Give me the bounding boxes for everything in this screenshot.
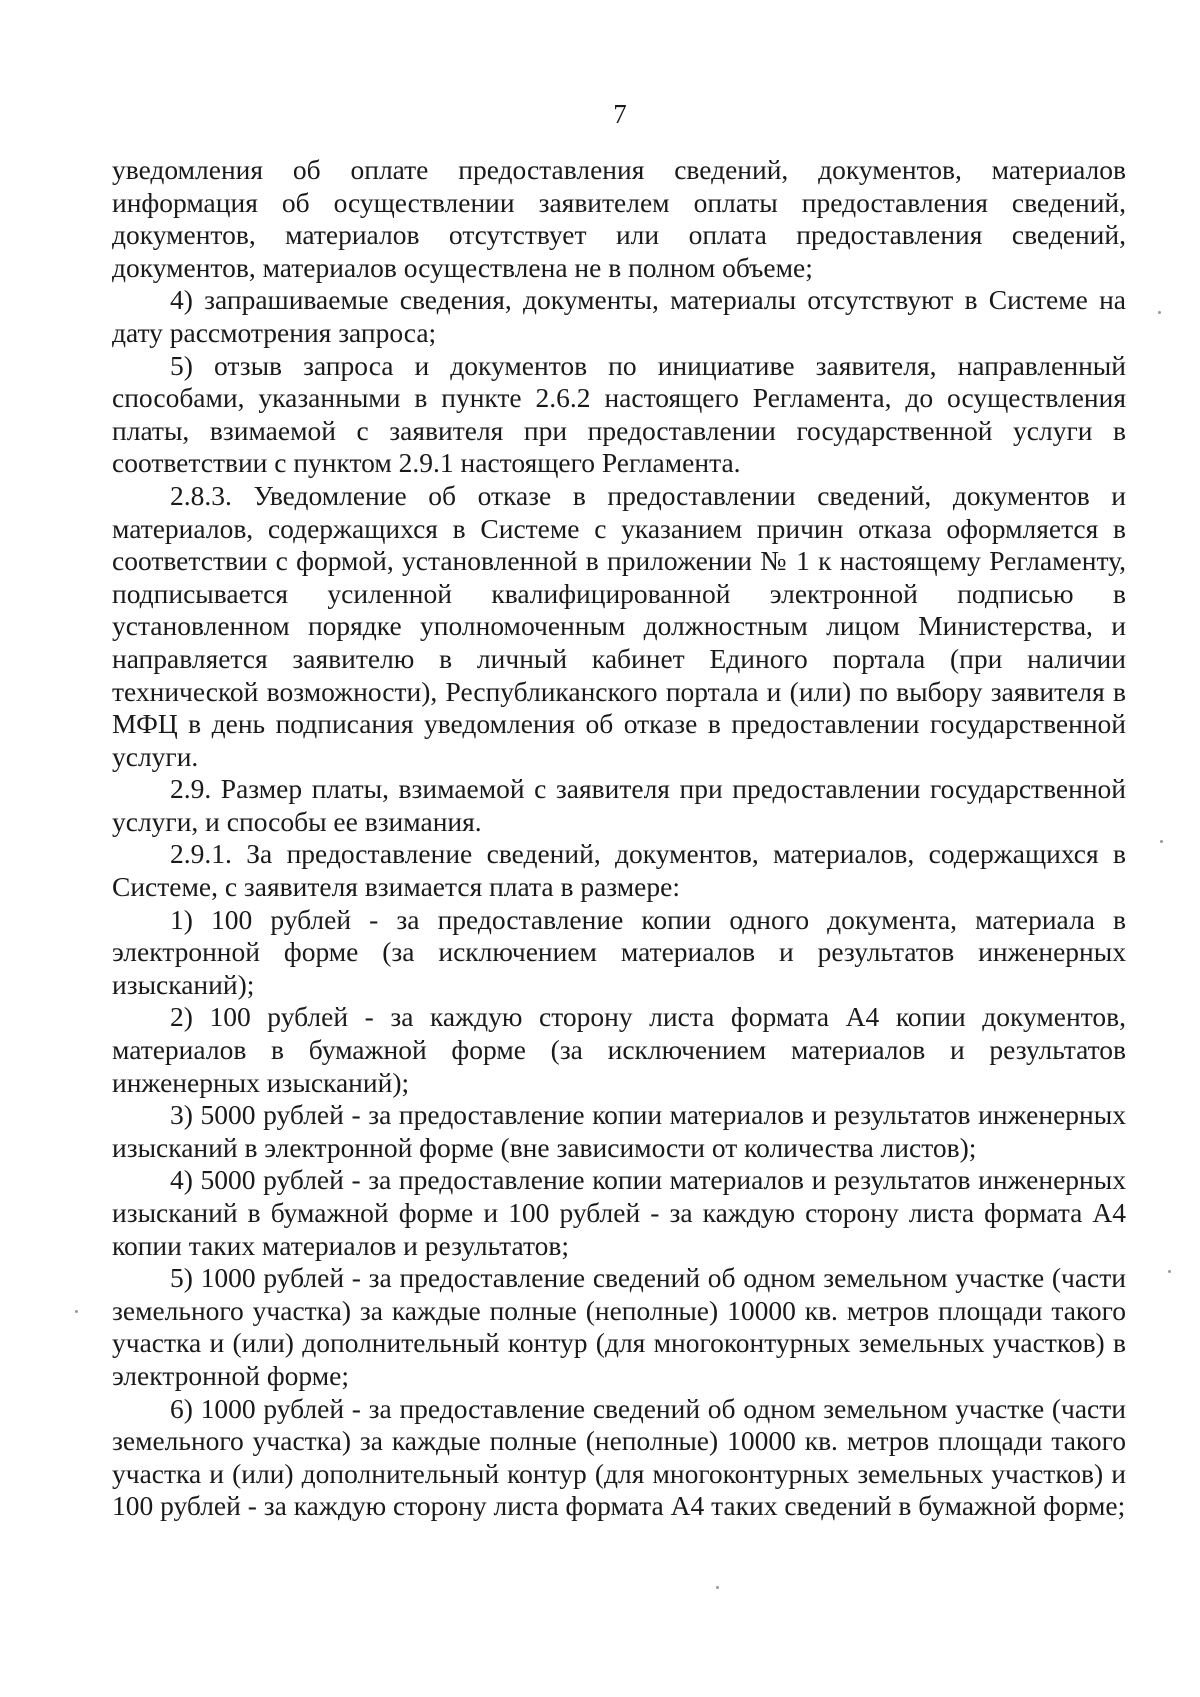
- paragraph-item-4: 4) запрашиваемые сведения, документы, материалы отсутствуют в Системе на дату рассмотрения запроса;: [112, 284, 1126, 348]
- scan-speck: [1158, 311, 1161, 314]
- paragraph-item-5: 5) отзыв запроса и документов по инициативе заявителя, направленный способами, указанными в пункте 2.6.2 настоящего Регламента, до осуществления платы, взимаемой с заявителя при предоставлении государственной услуги в соответствии с пунктом 2.9.1 настоящего Регламента.: [112, 349, 1126, 479]
- paragraph-2-8-3: 2.8.3. Уведомление об отказе в предоставлении сведений, документов и материалов, содержащихся в Системе с указанием причин отказа оформляется в соответствии с формой, установленной в приложении № 1 к настоящему Регламенту, подписывается усиленной квалифицированной электронной подписью в установленном порядке уполномоченным должностным лицом Министерства, и направляется заявителю в личный кабинет Единого портала (при наличии технической возможности), Республиканского портала и (или) по выбору заявителя в МФЦ в день подписания уведомления об отказе в предоставлении государственной услуги.: [112, 479, 1126, 772]
- fee-item-3: 3) 5000 рублей - за предоставление копии материалов и результатов инженерных изысканий в электронной форме (вне зависимости от количества листов);: [112, 1099, 1126, 1163]
- scan-speck: [716, 1586, 719, 1589]
- paragraph-2-9: 2.9. Размер платы, взимаемой с заявителя при предоставлении государственной услуги, и способы ее взимания.: [112, 773, 1126, 837]
- fee-item-5: 5) 1000 рублей - за предоставление сведений об одном земельном участке (части земельного участка) за каждые полные (неполные) 10000 кв. метров площади такого участка и (или) дополнительный контур (для многоконтурных земельных участков) в электронной форме;: [112, 1262, 1126, 1391]
- fee-item-1: 1) 100 рублей - за предоставление копии одного документа, материала в электронной форме (за исключением материалов и результатов инженерных изысканий);: [112, 903, 1126, 1000]
- paragraph-2-9-1: 2.9.1. За предоставление сведений, документов, материалов, содержащихся в Системе, с заявителя взимается плата в размере:: [112, 838, 1126, 903]
- scan-speck: [1160, 840, 1163, 843]
- fee-item-4: 4) 5000 рублей - за предоставление копии материалов и результатов инженерных изысканий в бумажной форме и 100 рублей - за каждую сторону листа формата А4 копии таких материалов и результатов;: [112, 1164, 1126, 1261]
- scan-speck: [1168, 1270, 1171, 1273]
- paragraph-continuation: уведомления об оплате предоставления сведений, документов, материалов информация об осуществлении заявителем оплаты предоставления сведений, документов, материалов отсутствует или оплата предоставления сведений, документов, материалов осуществлена не в полном объеме;: [112, 154, 1126, 283]
- fee-item-6: 6) 1000 рублей - за предоставление сведений об одном земельном участке (части земельного участка) за каждые полные (неполные) 10000 кв. метров площади такого участка и (или) дополнительный контур (для многоконтурных земельных участков) и 100 рублей - за каждую сторону листа формата А4 таких сведений в бумажной форме;: [112, 1392, 1126, 1522]
- scan-speck: [75, 1310, 78, 1313]
- document-body: [112, 154, 1126, 1523]
- page-number: 7: [613, 99, 627, 129]
- fee-item-2: 2) 100 рублей - за каждую сторону листа формата А4 копии документов, материалов в бумажной форме (за исключением материалов и результатов инженерных изысканий);: [112, 1001, 1126, 1098]
